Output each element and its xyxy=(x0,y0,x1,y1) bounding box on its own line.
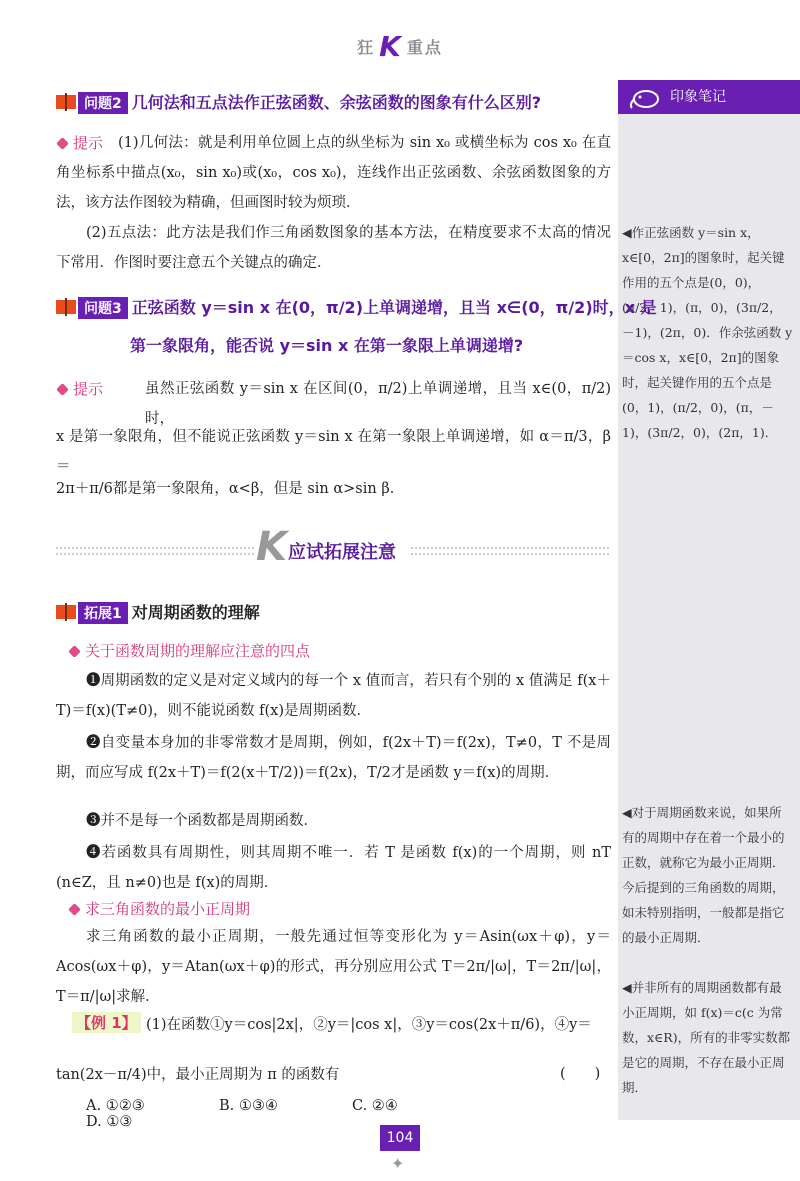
subheading-text: 关于函数周期的理解应注意的四点 xyxy=(85,642,311,660)
page-header xyxy=(0,30,800,63)
bird-icon: ✦ xyxy=(391,1154,405,1173)
diamond-bullet-icon xyxy=(68,645,81,658)
header-k-logo: K xyxy=(379,30,403,63)
book-icon xyxy=(56,93,76,111)
header-right: 重点 xyxy=(406,38,443,57)
example-question-line1: (1)在函数①y＝cos|2x|，②y＝|cos x|，③y＝cos(2x＋π/6)，④y＝ xyxy=(146,1017,592,1033)
diamond-bullet-icon xyxy=(56,383,69,396)
option-d: D. ①③ xyxy=(86,1114,133,1130)
question-2-heading xyxy=(56,90,541,114)
sidebar-title: 印象笔记 xyxy=(670,89,726,105)
side-note-min-period: ◀对于周期函数来说，如果所有的周期中存在着一个最小的正数，就称它为最小正周期．今后提到的三角函数的周期，如未特别指明，一般都是指它的最小正周期． xyxy=(622,805,785,945)
question-3-title-line1: 正弦函数 y＝sin x 在(0，π/2)上单调递增，且当 x∈(0，π/2)时，x 是 xyxy=(131,298,657,317)
point-1: ❶周期函数的定义是对定义域内的每一个 x 值而言，若只有个别的 x 值满足 f(x＋T)＝f(x)(T≠0)，则不能说函数 f(x)是周期函数． xyxy=(56,673,611,719)
question-2-label: 问题2 xyxy=(78,92,128,114)
point-3: ❸并不是每一个函数都是周期函数． xyxy=(86,813,318,829)
extension-1-heading xyxy=(56,600,260,624)
point-4: ❹若函数具有周期性，则其周期不唯一．若 T 是函数 f(x)的一个周期，则 nT (n∈Z，且 n≠0)也是 f(x)的周期． xyxy=(56,845,611,891)
question-3-label: 问题3 xyxy=(78,297,128,319)
example-question-line2: tan(2x－π/4)中，最小正周期为 π 的函数有 xyxy=(56,1067,340,1083)
book-icon xyxy=(56,298,76,316)
option-b: B. ①③④ xyxy=(219,1098,278,1114)
q3-paragraph-1: 虽然正弦函数 y＝sin x 在区间(0，π/2)上单调递增，且当 x∈(0，π/2)时， xyxy=(145,381,611,427)
side-note-no-min-period: ◀并非所有的周期函数都有最小正周期，如 f(x)＝c(c 为常数，x∈R)，所有的非零实数都是它的周期，不存在最小正周期． xyxy=(622,980,791,1095)
question-3-heading xyxy=(56,295,657,319)
tip-label: 提示 xyxy=(73,134,104,152)
option-a: A. ①②③ xyxy=(86,1098,145,1114)
elephant-icon xyxy=(626,85,662,109)
q2-paragraph-2: (2)五点法：此方法是我们作三角函数图象的基本方法，在精度要求不太高的情况下常用．作图时要注意五个关键点的确定． xyxy=(56,225,611,271)
question-3-title-line2: 第一象限角，能否说 y＝sin x 在第一象限上单调递增? xyxy=(130,336,524,355)
option-c: C. ②④ xyxy=(352,1098,398,1114)
sidebar-header xyxy=(618,80,800,114)
example-label: 【例 1】 xyxy=(72,1012,141,1033)
question-2-title: 几何法和五点法作正弦函数、余弦函数的图象有什么区别? xyxy=(131,93,542,112)
answer-options xyxy=(86,1098,606,1130)
diamond-bullet-icon xyxy=(68,903,81,916)
header-left: 狂 xyxy=(357,38,376,57)
answer-blank: ( ) xyxy=(560,1066,601,1082)
subheading-min-period xyxy=(70,898,250,919)
extension-1-label: 拓展1 xyxy=(78,602,128,624)
q2-paragraph-1: (1)几何法：就是利用单位圆上点的纵坐标为 sin x₀ 或横坐标为 cos x₀ 在直角坐标系中描点(x₀，sin x₀)或(x₀，cos x₀)，连线作出正弦函数、余弦函数图象的方法，该方法作图较为精确，但画图时较为烦琐． xyxy=(56,135,611,211)
tip-label: 提示 xyxy=(73,380,104,398)
q3-paragraph-2: x 是第一象限角，但不能说正弦函数 y＝sin x 在第一象限上单调递增，如 α＝π/3，β＝ xyxy=(56,429,611,475)
point-2: ❷自变量本身加的非零常数才是周期，例如，f(2x＋T)＝f(2x)，T≠0，T 不是周期，而应写成 f(2x＋T)＝f(2(x＋T/2))＝f(2x)，T/2才是函数 y＝f(x)的周期． xyxy=(56,735,611,781)
page-number: 104 xyxy=(380,1125,420,1151)
book-icon xyxy=(56,603,76,621)
q3-paragraph-3: 2π＋π/6都是第一象限角，α<β，但是 sin α>sin β． xyxy=(56,481,405,497)
section-k-logo: K xyxy=(256,524,287,570)
extension-1-title: 对周期函数的理解 xyxy=(131,603,260,622)
side-note-five-points: ◀作正弦函数 y＝sin x，x∈[0，2π]的图象时，起关键作用的五个点是(0，0)，(π/2，1)，(π，0)，(3π/2，－1)，(2π，0)．作余弦函数 y＝cos x，x∈[0，2π]的图象时，起关键作用的五个点是(0，1)，(π/2，0)，(π，－1)，(3π/2，0)，(2π，1)． xyxy=(622,225,793,440)
section-title: 应试拓展注意 xyxy=(288,542,396,563)
subheading-text: 求三角函数的最小正周期 xyxy=(85,900,251,918)
subheading-period-points xyxy=(70,640,310,661)
min-period-paragraph: 求三角函数的最小正周期，一般先通过恒等变形化为 y＝Asin(ωx＋φ)，y＝Acos(ωx＋φ)，y＝Atan(ωx＋φ)的形式，再分别应用公式 T＝2π/|ω|，T＝2π/|ω|，T＝π/|ω|求解． xyxy=(56,929,611,1005)
tip-q3 xyxy=(58,378,103,399)
